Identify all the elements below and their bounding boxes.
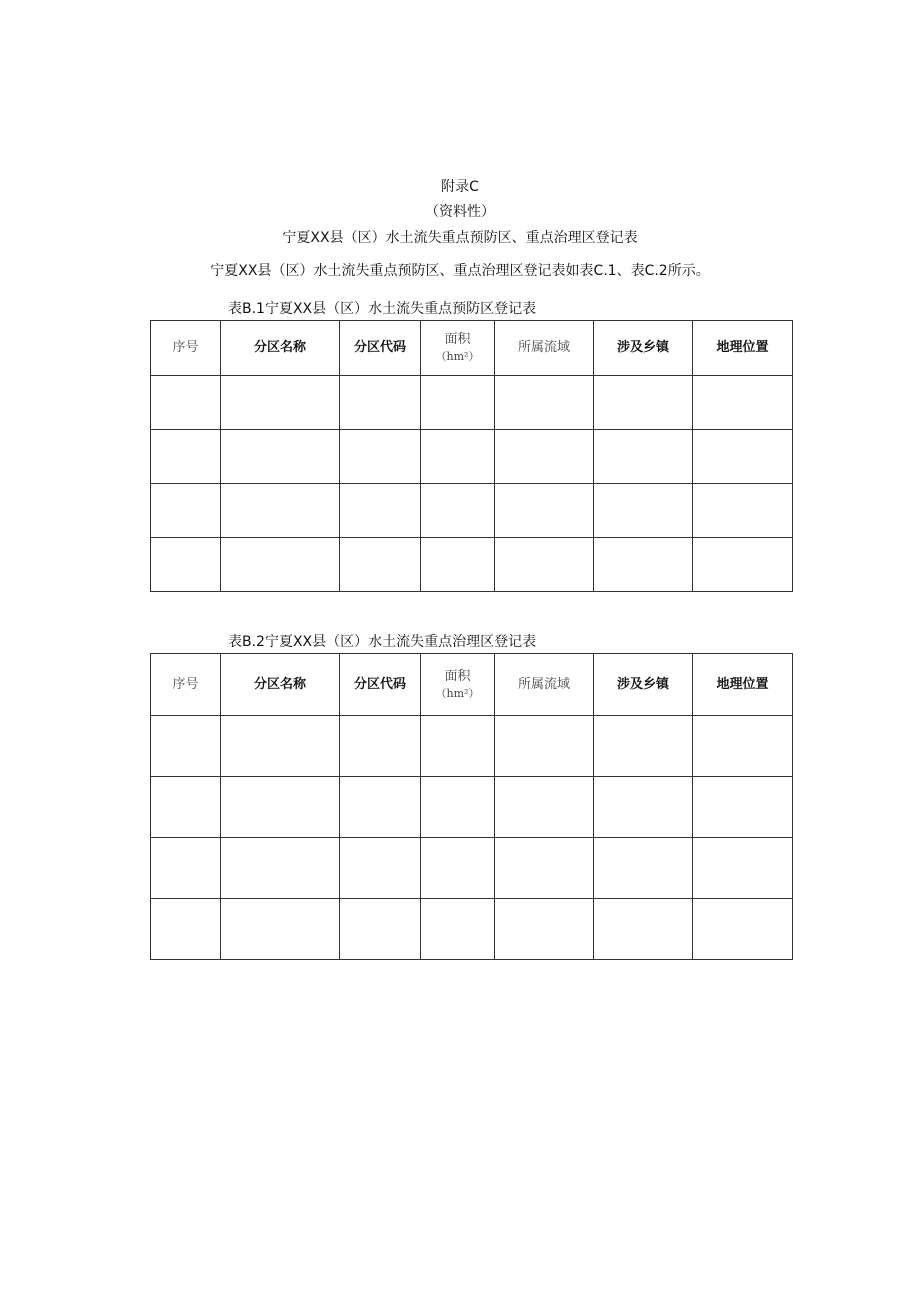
- table-cell[interactable]: [594, 716, 693, 777]
- table-cell[interactable]: [594, 899, 693, 960]
- treatment-zone-table: [150, 653, 793, 960]
- column-header-basin: 所属流域: [495, 654, 594, 716]
- column-header-zone-name: 分区名称: [221, 321, 340, 376]
- column-header-location: 地理位置: [693, 654, 793, 716]
- table-cell[interactable]: [495, 777, 594, 838]
- table-cell[interactable]: [151, 899, 221, 960]
- table-cell[interactable]: [221, 838, 340, 899]
- column-header-area: [421, 654, 495, 716]
- table-cell[interactable]: [693, 376, 793, 430]
- column-header-basin: 所属流域: [495, 321, 594, 376]
- table-row: [151, 538, 793, 592]
- table-row: [151, 484, 793, 538]
- column-header-zone-code: 分区代码: [340, 654, 421, 716]
- column-header-zone-code: 分区代码: [340, 321, 421, 376]
- table-cell[interactable]: [495, 538, 594, 592]
- column-header-seq: 序号: [151, 654, 221, 716]
- table-cell[interactable]: [421, 430, 495, 484]
- table-cell[interactable]: [693, 538, 793, 592]
- appendix-title: 附录C: [441, 179, 479, 195]
- table-cell[interactable]: [340, 538, 421, 592]
- table-cell[interactable]: [151, 430, 221, 484]
- table-cell[interactable]: [421, 899, 495, 960]
- table-cell[interactable]: [221, 777, 340, 838]
- table-cell[interactable]: [594, 838, 693, 899]
- table-cell[interactable]: [495, 484, 594, 538]
- area-unit: （hm²）: [435, 350, 480, 363]
- area-label: 面积: [444, 668, 471, 684]
- column-header-township: 涉及乡镇: [594, 321, 693, 376]
- table-cell[interactable]: [495, 376, 594, 430]
- table-cell[interactable]: [693, 716, 793, 777]
- column-header-township: 涉及乡镇: [594, 654, 693, 716]
- appendix-subtitle: （资料性）: [425, 204, 495, 220]
- table-cell[interactable]: [594, 430, 693, 484]
- table-header-row: [151, 654, 793, 716]
- table-cell[interactable]: [340, 899, 421, 960]
- column-header-location: 地理位置: [693, 321, 793, 376]
- table-cell[interactable]: [693, 484, 793, 538]
- table-cell[interactable]: [421, 777, 495, 838]
- table-cell[interactable]: [421, 376, 495, 430]
- table-cell[interactable]: [340, 430, 421, 484]
- column-header-seq: 序号: [151, 321, 221, 376]
- table-cell[interactable]: [151, 838, 221, 899]
- table-cell[interactable]: [151, 716, 221, 777]
- table-cell[interactable]: [693, 430, 793, 484]
- table-cell[interactable]: [221, 538, 340, 592]
- table-cell[interactable]: [151, 777, 221, 838]
- table-b2-caption: 表B.2宁夏XX县（区）水土流失重点治理区登记表: [228, 634, 537, 650]
- table-cell[interactable]: [221, 430, 340, 484]
- table-cell[interactable]: [495, 716, 594, 777]
- table-cell[interactable]: [594, 484, 693, 538]
- table-row: [151, 430, 793, 484]
- intro-paragraph: 宁夏XX县（区）水土流失重点预防区、重点治理区登记表如表C.1、表C.2所示。: [210, 263, 710, 279]
- column-header-zone-name: 分区名称: [221, 654, 340, 716]
- table-cell[interactable]: [421, 716, 495, 777]
- table-cell[interactable]: [495, 838, 594, 899]
- area-unit: （hm²）: [435, 686, 480, 700]
- table-cell[interactable]: [495, 899, 594, 960]
- table-row: [151, 899, 793, 960]
- table-cell[interactable]: [340, 716, 421, 777]
- table-cell[interactable]: [340, 484, 421, 538]
- table-cell[interactable]: [221, 376, 340, 430]
- table-cell[interactable]: [693, 838, 793, 899]
- table-cell[interactable]: [421, 484, 495, 538]
- table-cell[interactable]: [151, 538, 221, 592]
- table-cell[interactable]: [594, 376, 693, 430]
- table-row: [151, 838, 793, 899]
- table-cell[interactable]: [693, 899, 793, 960]
- table-row: [151, 716, 793, 777]
- prevention-zone-table: [150, 320, 793, 592]
- table-cell[interactable]: [594, 777, 693, 838]
- table-cell[interactable]: [421, 538, 495, 592]
- table-cell[interactable]: [340, 376, 421, 430]
- appendix-heading: 宁夏XX县（区）水土流失重点预防区、重点治理区登记表: [282, 230, 638, 246]
- table-cell[interactable]: [221, 484, 340, 538]
- table-cell[interactable]: [151, 376, 221, 430]
- area-label: 面积: [444, 332, 471, 347]
- table-row: [151, 777, 793, 838]
- table-cell[interactable]: [693, 777, 793, 838]
- table-row: [151, 376, 793, 430]
- table-cell[interactable]: [421, 838, 495, 899]
- table-cell[interactable]: [340, 777, 421, 838]
- table-cell[interactable]: [495, 430, 594, 484]
- table-b1-caption: 表B.1宁夏XX县（区）水土流失重点预防区登记表: [228, 301, 537, 317]
- table-cell[interactable]: [594, 538, 693, 592]
- table-cell[interactable]: [151, 484, 221, 538]
- table-cell[interactable]: [340, 838, 421, 899]
- table-cell[interactable]: [221, 899, 340, 960]
- column-header-area: [421, 321, 495, 376]
- table-cell[interactable]: [221, 716, 340, 777]
- table-header-row: [151, 321, 793, 376]
